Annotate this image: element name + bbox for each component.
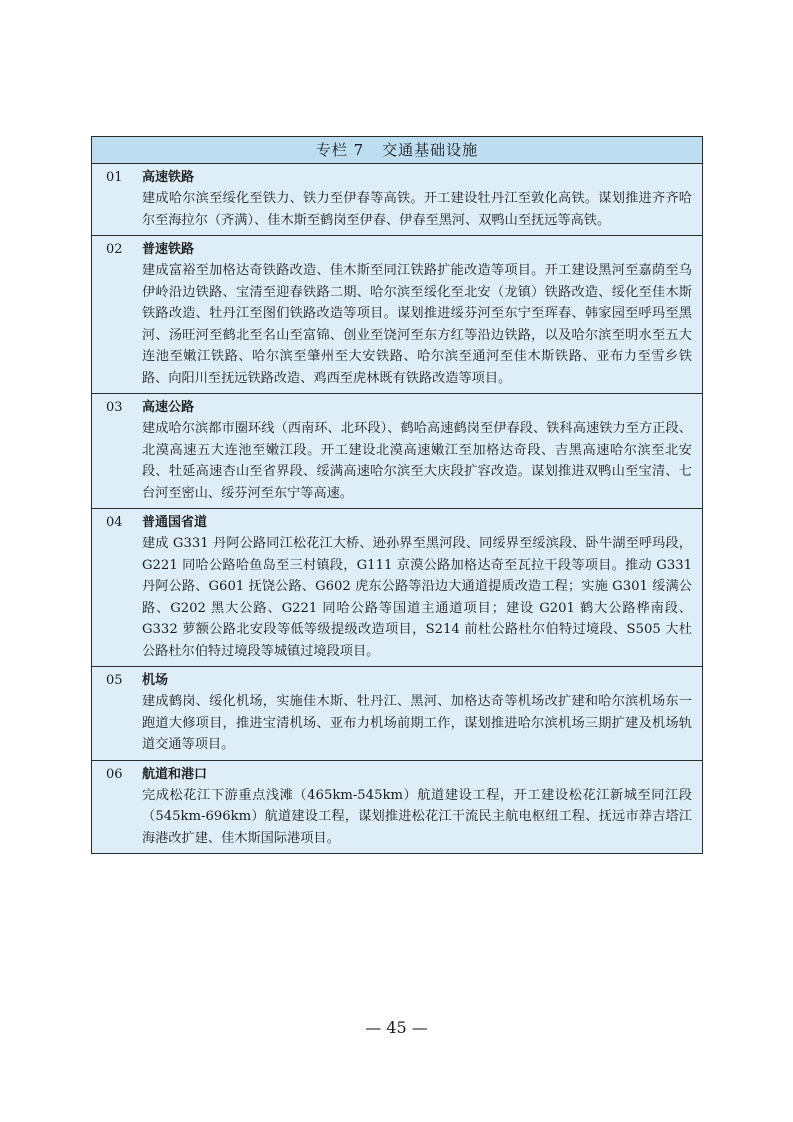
- panel-item: [92, 236, 702, 394]
- panel-item: [92, 761, 702, 854]
- item-description: 建成鹤岗、绥化机场，实施佳木斯、牡丹江、黑河、加格达奇等机场改扩建和哈尔滨机场东一跑道大修项目，推进宝清机场、亚布力机场前期工作，谋划推进哈尔滨机场三期扩建及机场轨道交通等项目。: [142, 694, 692, 752]
- panel-item: [92, 667, 702, 761]
- item-header: [106, 671, 692, 691]
- item-title: 机场: [142, 673, 169, 688]
- item-description: 建成富裕至加格达奇铁路改造、佳木斯至同江铁路扩能改造等项目。开工建设黑河至嘉荫至乌伊岭沿边铁路、宝清至迎春铁路二期、哈尔滨至绥化至北安（龙镇）铁路改造、绥化至佳木斯铁路改造、牡丹江至图们铁路改造等项目。谋划推进绥芬河至东宁至珲春、韩家园至呼玛至黑河、汤旺河至鹤北至名山至富锦、创业至饶河至东方红等沿边铁路，以及哈尔滨至明水至五大连池至嫩江铁路、哈尔滨至肇州至大安铁路、哈尔滨至通河至佳木斯铁路、亚布力至雪乡铁路、向阳川至抚远铁路改造、鸡西至虎林既有铁路改造等项目。: [142, 263, 692, 386]
- item-description: 完成松花江下游重点浅滩（465km-545km）航道建设工程，开工建设松花江新城至同江段（545km-696km）航道建设工程，谋划推进松花江干流民主航电枢纽工程、抚远市莽吉塔江海港改扩建、佳木斯国际港项目。: [142, 787, 692, 846]
- item-header: [106, 168, 692, 188]
- item-number: 05: [106, 673, 123, 688]
- item-title: 航道和港口: [142, 766, 208, 782]
- item-header: [106, 240, 692, 260]
- panel-item-list: [92, 164, 702, 853]
- panel-label: 专栏 7: [315, 141, 365, 159]
- item-title: 高速铁路: [142, 170, 195, 185]
- panel-title-bar: [92, 137, 702, 164]
- item-number: 02: [106, 242, 123, 257]
- item-title: 普速铁路: [142, 242, 195, 257]
- item-header: [106, 513, 692, 533]
- item-description: 建成哈尔滨至绥化至铁力、铁力至伊春等高铁。开工建设牡丹江至敦化高铁。谋划推进齐齐哈尔至海拉尔（齐满）、佳木斯至鹤岗至伊春、伊春至黑河、双鸭山至抚远等高铁。: [142, 191, 692, 228]
- item-title: 高速公路: [142, 400, 195, 415]
- item-description: 建成 G331 丹阿公路同江松花江大桥、逊孙界至黑河段、同绥界至绥滨段、卧牛湖至呼玛段，G221 同哈公路哈鱼岛至三村镇段，G111 京漠公路加格达奇至瓦拉干段等项目。推动 G331 丹阿公路、G601 抚饶公路、G602 虎东公路等沿边大通道提质改造工程；实施 G301 绥满公路、G202 黑大公路、G221 同哈公路等国道主通道项目；建设 G201 鹤大公路桦南段、G332 萝额公路北安段等低等级提级改造项目，S214 前杜公路杜尔伯特过境段、S505 大杜公路杜尔伯特过境段等城镇过境段项目。: [142, 536, 692, 659]
- item-header: [106, 398, 692, 418]
- item-number: 01: [106, 170, 123, 185]
- item-number: 04: [106, 515, 123, 530]
- item-description: 建成哈尔滨都市圈环线（西南环、北环段）、鹤哈高速鹤岗至伊春段、铁科高速铁力至方正段、北漠高速五大连池至嫩江段。开工建设北漠高速嫩江至加格达奇段、吉黑高速哈尔滨至北安段、牡延高速杏山至省界段、绥满高速哈尔滨至大庆段扩容改造。谋划推进双鸭山至宝清、七台河至密山、绥芬河至东宁等高速。: [142, 421, 692, 501]
- panel-title: 交通基础设施: [382, 141, 479, 159]
- panel-item: [92, 164, 702, 236]
- page-number: — 45 —: [365, 1018, 428, 1037]
- infrastructure-panel: [91, 136, 703, 854]
- item-title: 普通国省道: [142, 515, 208, 530]
- panel-item: [92, 509, 702, 667]
- panel-item: [92, 394, 702, 509]
- item-header: [106, 765, 692, 785]
- item-number: 03: [106, 400, 123, 415]
- item-number: 06: [106, 766, 123, 782]
